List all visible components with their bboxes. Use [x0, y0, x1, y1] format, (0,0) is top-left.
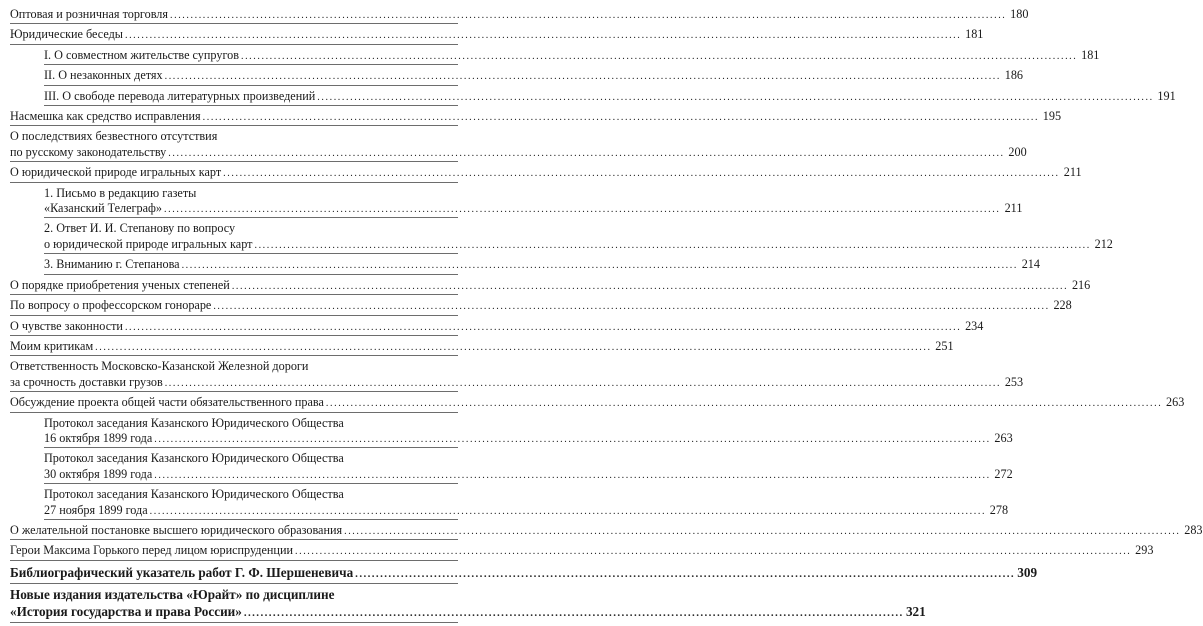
toc-entry-title: II. О незаконных детях [44, 68, 163, 83]
toc-entry [10, 543, 1154, 560]
toc-entry [10, 7, 1029, 24]
toc-entry-title: Библиографический указатель работ Г. Ф. Шершеневича [10, 564, 354, 580]
toc-entry-title: Моим критикам [10, 338, 94, 353]
toc-entry [10, 318, 984, 336]
toc-page-number: 181 [965, 27, 984, 42]
toc-entry [44, 487, 1009, 520]
toc-entry [10, 298, 1072, 315]
toc-entry-title: Юридические беседы [10, 27, 123, 42]
toc-entry-title: О желательной постановке высшего юридического образования [10, 522, 343, 537]
toc-page-number: 309 [1017, 564, 1038, 580]
toc-entry-title: «Казанский Телеграф» [44, 201, 163, 216]
dot-leader [344, 524, 1180, 539]
toc-entry-title: 30 октября 1899 года [44, 466, 153, 481]
toc-entry [10, 564, 1038, 584]
dot-leader [165, 376, 1001, 391]
dot-leader [165, 69, 1001, 84]
toc-page-number: 283 [1184, 522, 1203, 537]
toc-entry [10, 129, 1027, 162]
toc-page-number: 253 [1004, 374, 1024, 389]
dot-leader [95, 340, 931, 355]
toc-entry [10, 109, 1062, 126]
toc-entry-title: за срочность доставки грузов [10, 374, 163, 389]
dot-leader [244, 605, 904, 622]
toc-entry-title: 16 октября 1899 года [44, 430, 153, 445]
toc-entry [44, 415, 1013, 449]
toc-entry-title-line: 2. Ответ И. И. Степанову по вопросу [44, 221, 236, 236]
toc-entry-title-line: Ответственность Московско-Казанской Железной дороги [10, 359, 309, 374]
toc-page-number: 180 [1010, 7, 1029, 21]
toc-entry [44, 68, 1024, 85]
toc-entry-title-line: Протокол заседания Казанского Юридического Общества [44, 415, 344, 430]
toc-entry-title: 3. Вниманию г. Степанова [44, 257, 180, 272]
dot-leader [223, 166, 1059, 181]
dot-leader [203, 110, 1039, 125]
toc-entry [44, 88, 1176, 106]
dot-leader [182, 258, 1018, 273]
dot-leader [295, 544, 1131, 559]
toc-entry-title-line: Новые издания издательства «Юрайт» по дисциплине [10, 587, 335, 603]
toc-sections [10, 564, 1038, 624]
toc-entry [10, 586, 926, 623]
toc-page-number: 212 [1094, 236, 1113, 251]
dot-leader [241, 49, 1077, 64]
toc-page-number: 186 [1004, 68, 1024, 83]
toc-entry-title: О порядке приобретения ученых степеней [10, 277, 230, 292]
toc-entry-title-line: 1. Письмо в редакцию газеты [44, 185, 197, 200]
toc-entry-title: «История государства и права России» [10, 604, 242, 620]
toc-entry [10, 338, 954, 356]
toc-entry [44, 47, 1100, 65]
toc-entry [10, 522, 1203, 540]
toc-page-number: 251 [935, 338, 954, 353]
toc-entry [10, 165, 1082, 182]
dot-leader [326, 396, 1162, 411]
toc-page-number: 263 [1166, 395, 1185, 410]
toc-page-number: 228 [1053, 298, 1072, 313]
toc-entry [44, 221, 1113, 254]
toc-page-number: 278 [989, 502, 1009, 517]
toc-entry-title: Насмешка как средство исправления [10, 109, 201, 124]
toc-page-number: 181 [1081, 47, 1100, 62]
toc-page-number: 272 [994, 466, 1013, 481]
toc-entry-title-line: Протокол заседания Казанского Юридического Общества [44, 487, 344, 502]
toc-entry [44, 451, 1013, 484]
dot-leader [154, 432, 990, 447]
toc-entry-title: о юридической природе игральных карт [44, 236, 253, 251]
dot-leader [154, 468, 990, 483]
toc-entry-title: О юридической природе игральных карт [10, 165, 222, 180]
toc-entry-title: 27 ноября 1899 года [44, 502, 148, 517]
toc-entry [44, 257, 1040, 274]
toc-entry [44, 185, 1023, 219]
toc-page-number: 321 [905, 604, 926, 620]
toc-page-number: 191 [1157, 88, 1176, 103]
toc-page-number: 293 [1135, 543, 1154, 558]
toc-entry-title-line: Протокол заседания Казанского Юридического Общества [44, 451, 344, 466]
dot-leader [168, 146, 1004, 161]
toc-page-number: 234 [965, 318, 984, 333]
dot-leader [150, 504, 986, 519]
toc-entry-title-line: О последствиях безвестного отсутствия [10, 129, 218, 144]
toc-entry-title: Оптовая и розничная торговля [10, 7, 168, 21]
toc-entry [10, 359, 1024, 392]
toc-entry [10, 277, 1091, 295]
toc-entry [10, 27, 984, 44]
toc-page-number: 195 [1042, 109, 1062, 124]
dot-leader [254, 238, 1090, 253]
toc-entry [10, 395, 1185, 412]
toc-entries [10, 7, 1203, 561]
table-of-contents [10, 7, 1203, 626]
dot-leader [125, 320, 961, 335]
dot-leader [355, 566, 1015, 583]
dot-leader [232, 279, 1068, 294]
dot-leader [317, 90, 1153, 105]
toc-entry-title: По вопросу о профессорском гонораре [10, 298, 212, 313]
toc-entry-title: О чувстве законности [10, 318, 123, 333]
toc-entry-title: III. О свободе перевода литературных произведений [44, 88, 316, 103]
dot-leader [125, 28, 961, 43]
dot-leader [170, 8, 1006, 23]
dot-leader [213, 299, 1049, 314]
dot-leader [164, 202, 1000, 217]
toc-page-number: 211 [1004, 201, 1023, 216]
toc-entry-title: I. О совместном жительстве супругов [44, 47, 239, 62]
toc-page-number: 211 [1063, 165, 1082, 180]
toc-entry-title: по русскому законодательству [10, 144, 167, 159]
toc-entry-title: Герои Максима Горького перед лицом юриспруденции [10, 543, 293, 558]
toc-entry-title: Обсуждение проекта общей части обязательственного права [10, 395, 324, 410]
toc-page-number: 263 [994, 430, 1013, 445]
toc-page-number: 214 [1021, 257, 1040, 272]
toc-page-number: 216 [1071, 277, 1091, 292]
toc-page-number: 200 [1008, 144, 1027, 159]
